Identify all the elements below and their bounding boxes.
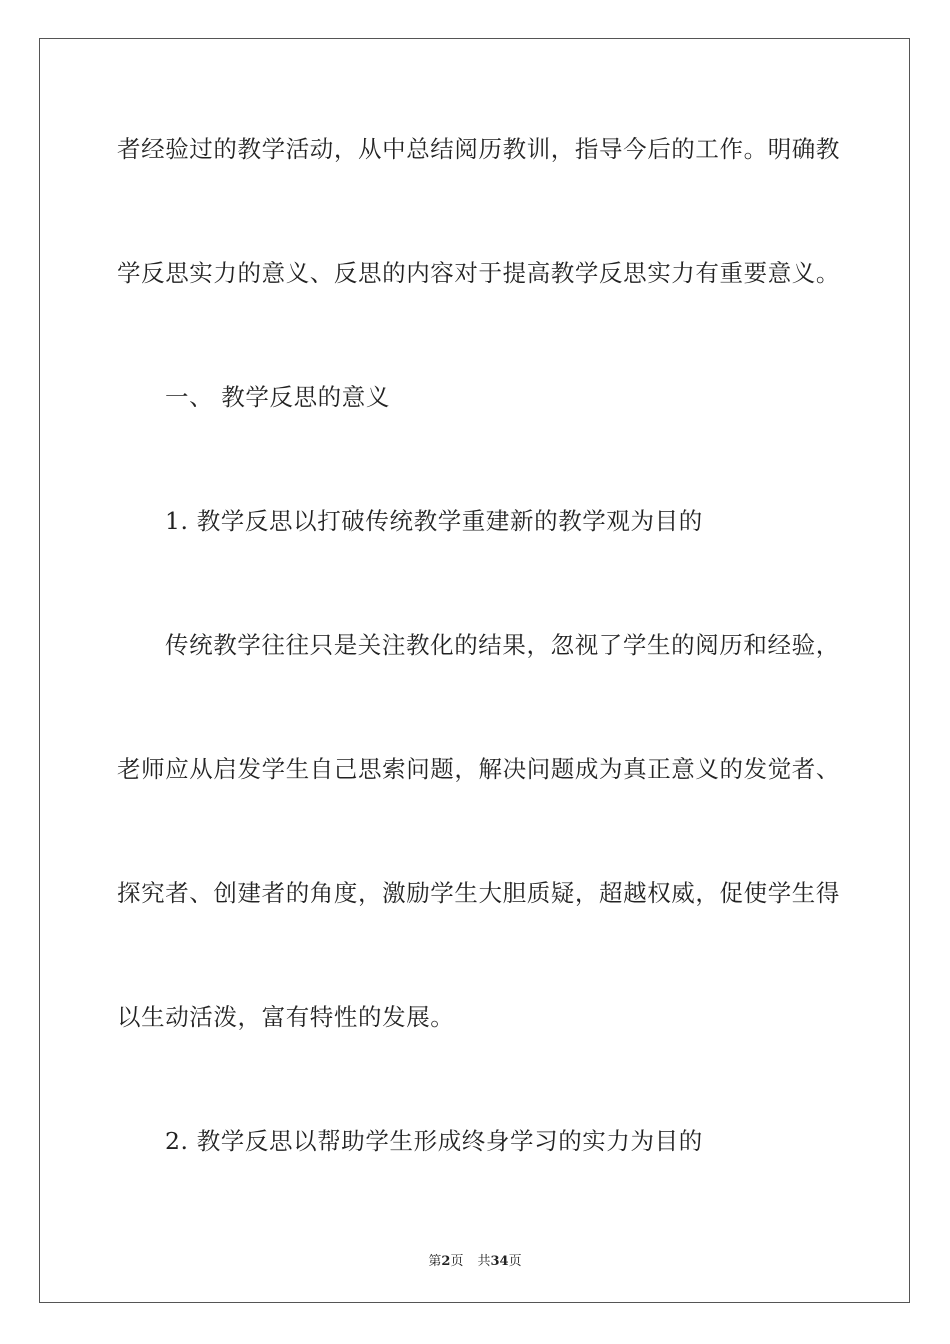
footer-total-prefix: 共 [477, 1254, 491, 1269]
footer-page-suffix: 页 [450, 1254, 464, 1269]
page-footer [0, 1250, 950, 1269]
paragraph-line-6: 以生动活泼，富有特性的发展。 [117, 1003, 455, 1031]
paragraph-line-2: 学反思实力的意义、反思的内容对于提高教学反思实力有重要意义。 [117, 259, 840, 287]
paragraph-line-5: 探究者、创建者的角度，激励学生大胆质疑，超越权威，促使学生得 [117, 879, 840, 907]
paragraph-line-3: 传统教学往往只是关注教化的结果，忽视了学生的阅历和经验， [165, 631, 840, 659]
footer-prefix: 第 [428, 1254, 442, 1269]
page-border [39, 38, 910, 1303]
section-heading: 一、 教学反思的意义 [165, 383, 390, 411]
footer-page-number: 2 [441, 1254, 451, 1269]
footer-total-suffix: 页 [508, 1254, 522, 1269]
subheading-1: 1. 教学反思以打破传统教学重建新的教学观为目的 [165, 507, 703, 535]
paragraph-line-1: 者经验过的教学活动，从中总结阅历教训，指导今后的工作。明确教 [117, 135, 840, 163]
footer-total-pages: 34 [490, 1254, 509, 1269]
subheading-2: 2. 教学反思以帮助学生形成终身学习的实力为目的 [165, 1127, 703, 1155]
paragraph-line-4: 老师应从启发学生自己思索问题，解决问题成为真正意义的发觉者、 [117, 755, 840, 783]
